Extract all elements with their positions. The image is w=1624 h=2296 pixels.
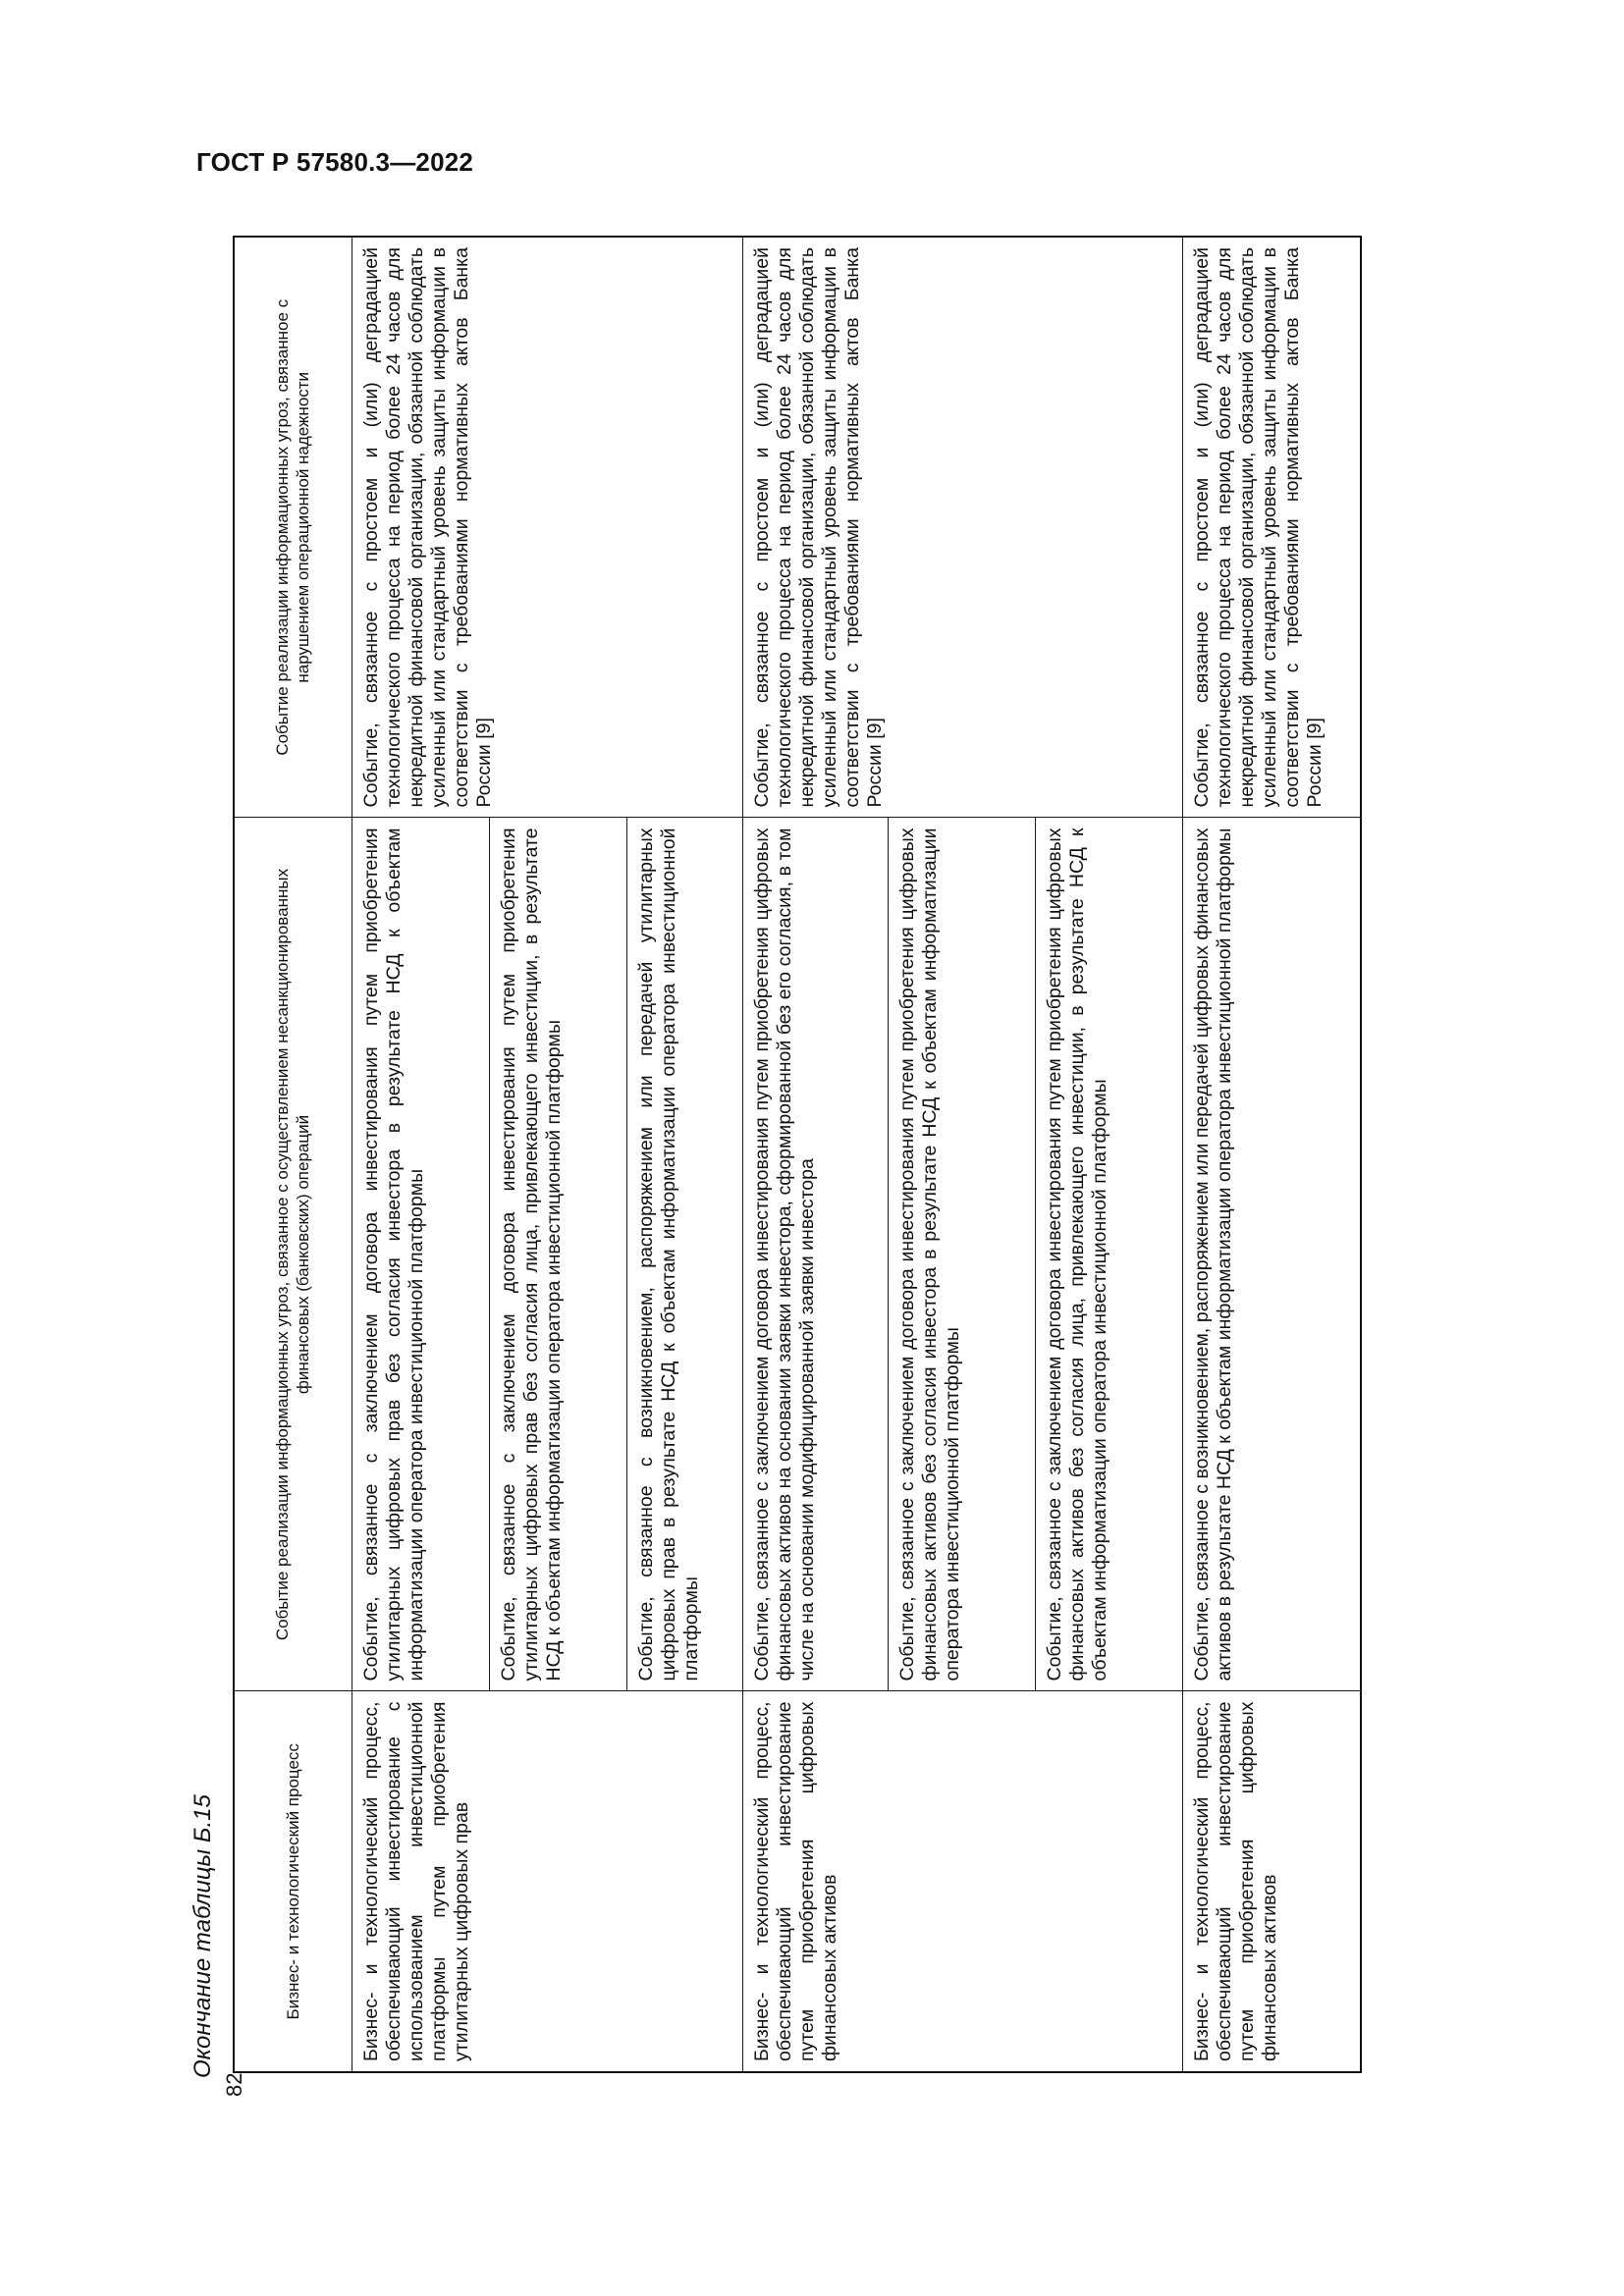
reliability-cell: Событие, связанное с простоем и (или) деградацией технологического процесса на период более 24 часов для некредитной финансовой организации, обязанной соблюдать усиленный или стандартный уровень защиты информации в соответствии с требованиями нормативных актов Банка России [9] [1182,237,1361,818]
table-row [1182,237,1361,2072]
table-row [742,237,888,2072]
header-process: Бизнес- и технологический процесс [234,1691,352,2072]
event-cell: Событие, связанное с заключением договора инвестирования путем приобретения цифровых финансовых активов без согласия инвестора в результате НСД к объектам информатизации оператора инвестиционной платформы [888,818,1035,1691]
process-cell: Бизнес- и технологический процесс, обеспечивающий инвестирование с использованием инвестиционной платформы путем приобретения утилитарных цифровых прав [352,1691,742,2072]
event-cell: Событие, связанное с заключением договора инвестирования путем приобретения утилитарных цифровых прав без согласия инвестора в результате НСД к объектам информатизации оператора инвестиционной платформы [352,818,489,1691]
page-number: 82 [222,2072,246,2097]
header-operational-reliability: Событие реализации информационных угроз, связанное с нарушением операционной надежности [234,237,352,818]
process-cell: Бизнес- и технологический процесс, обеспечивающий инвестирование путем приобретения цифровых финансовых активов [1182,1691,1361,2072]
process-cell: Бизнес- и технологический процесс, обеспечивающий инвестирование путем приобретения цифровых финансовых активов [742,1691,1182,2072]
header-unauthorized-operations: Событие реализации информационных угроз, связанное с осуществлением несанкционированных финансовых (банковских) операций [234,818,352,1691]
threat-events-table [233,236,1362,2073]
event-cell: Событие, связанное с заключением договора инвестирования путем приобретения утилитарных цифровых прав без согласия лица, привлекающего инвестиции, в результате НСД к объектам информатизации оператора инвестиционной платформы [489,818,626,1691]
table-caption: Окончание таблицы Б.15 [189,1794,216,2078]
document-header-title: ГОСТ Р 57580.3—2022 [196,147,474,177]
event-cell: Событие, связанное с возникновением, распоряжением или передачей утилитарных цифровых прав в результате НСД к объектам информатизации оператора инвестиционной платформы [626,818,742,1691]
event-cell: Событие, связанное с заключением договора инвестирования путем приобретения цифровых финансовых активов на основании заявки инвестора, сформированной без его согласия, в том числе на основании модифицированной заявки инвестора [742,818,888,1691]
rotated-table-wrapper [233,238,1360,2073]
table-header-row [234,237,352,2072]
table-row [352,237,489,2072]
reliability-cell: Событие, связанное с простоем и (или) деградацией технологического процесса на период более 24 часов для некредитной финансовой организации, обязанной соблюдать усиленный или стандартный уровень защиты информации в соответствии с требованиями нормативных актов Банка России [9] [352,237,742,818]
event-cell: Событие, связанное с возникновением, распоряжением или передачей цифровых финансовых активов в результате НСД к объектам информатизации оператора инвестиционной платформы [1182,818,1361,1691]
event-cell: Событие, связанное с заключением договора инвестирования путем приобретения цифровых финансовых активов без согласия лица, привлекающего инвестиции, в результате НСД к объектам информатизации оператора инвестиционной платформы [1035,818,1182,1691]
reliability-cell: Событие, связанное с простоем и (или) деградацией технологического процесса на период более 24 часов для некредитной финансовой организации, обязанной соблюдать усиленный или стандартный уровень защиты информации в соответствии с требованиями нормативных актов Банка России [9] [742,237,1182,818]
